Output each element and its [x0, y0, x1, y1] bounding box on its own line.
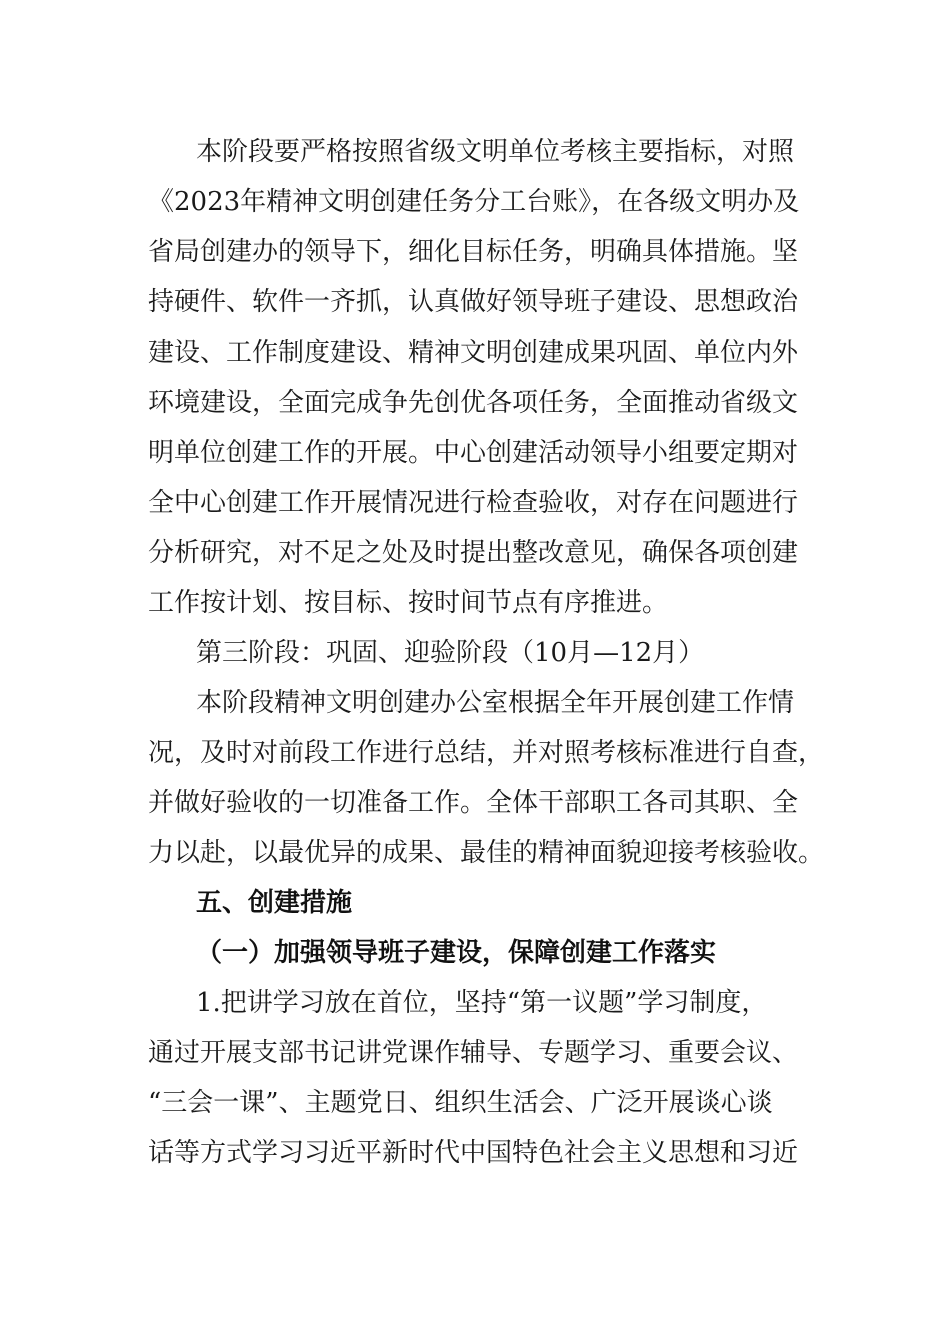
paragraph-line: 并做好验收的一切准备工作。全体干部职工各司其职、全 — [148, 788, 799, 818]
paragraph-line: 省局创建办的领导下，细化目标任务，明确具体措施。坚 — [148, 237, 799, 267]
paragraph-line: 全中心创建工作开展情况进行检查验收，对存在问题进行 — [148, 488, 799, 518]
paragraph-line: 本阶段精神文明创建办公室根据全年开展创建工作情 — [196, 688, 795, 718]
paragraph-line: 建设、工作制度建设、精神文明创建成果巩固、单位内外 — [148, 338, 799, 368]
paragraph-line: 明单位创建工作的开展。中心创建活动领导小组要定期对 — [148, 438, 799, 468]
paragraph-line: “三会一课”、主题党日、组织生活会、广泛开展谈心谈 — [148, 1088, 773, 1118]
paragraph-line: 《2023年精神文明创建任务分工台账》，在各级文明办及 — [148, 187, 800, 217]
paragraph-line: 通过开展支部书记讲党课作辅导、专题学习、重要会议、 — [148, 1038, 799, 1068]
paragraph-line: 况，及时对前段工作进行总结，并对照考核标准进行自查， — [148, 738, 825, 768]
section-heading: 五、创建措施 — [196, 888, 353, 918]
subsection-heading: （一）加强领导班子建设，保障创建工作落实 — [196, 938, 717, 968]
paragraph-line: 环境建设，全面完成争先创优各项任务，全面推动省级文 — [148, 388, 799, 418]
paragraph-line: 力以赴，以最优异的成果、最佳的精神面貌迎接考核验收。 — [148, 838, 825, 868]
paragraph-line: 持硬件、软件一齐抓，认真做好领导班子建设、思想政治 — [148, 287, 799, 317]
stage-heading: 第三阶段：巩固、迎验阶段（10月—12月） — [196, 638, 705, 668]
paragraph-line: 分析研究，对不足之处及时提出整改意见，确保各项创建 — [148, 538, 799, 568]
paragraph-line: 话等方式学习习近平新时代中国特色社会主义思想和习近 — [148, 1138, 799, 1168]
paragraph-line: 1.把讲学习放在首位，坚持“第一议题”学习制度， — [196, 988, 768, 1018]
paragraph-line: 本阶段要严格按照省级文明单位考核主要指标，对照 — [196, 137, 795, 167]
paragraph-line: 工作按计划、按目标、按时间节点有序推进。 — [148, 588, 669, 618]
